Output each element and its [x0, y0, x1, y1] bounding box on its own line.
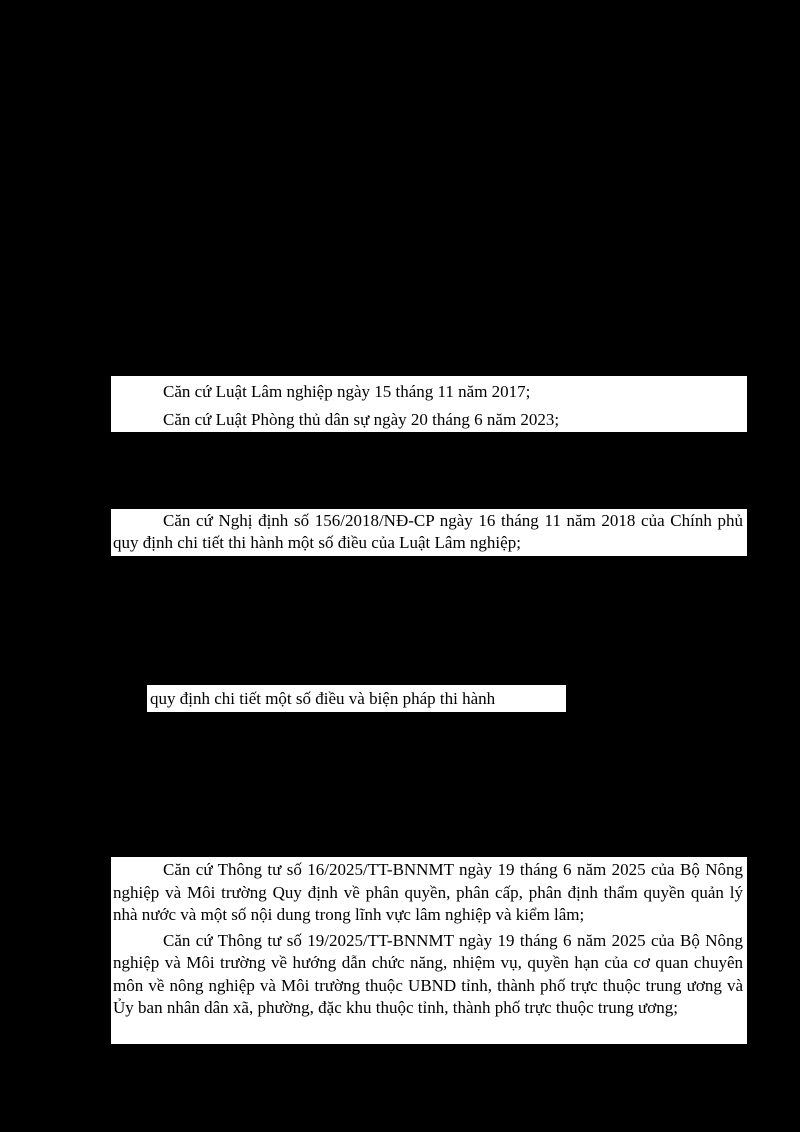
legal-basis-block-decree — [111, 509, 747, 556]
legal-basis-circular-16: Căn cứ Thông tư số 16/2025/TT-BNNMT ngày 19 tháng 6 năm 2025 của Bộ Nông nghiệp và Môi trường Quy định về phân quyền, phân cấp, phân định thẩm quyền quản lý nhà nước và một số nội dung trong lĩnh vực lâm nghiệp và kiểm lâm; — [113, 860, 743, 924]
legal-basis-block-circulars — [111, 857, 747, 1044]
legal-basis-block-fragment — [147, 685, 566, 712]
legal-basis-circular-19: Căn cứ Thông tư số 19/2025/TT-BNNMT ngày 19 tháng 6 năm 2025 của Bộ Nông nghiệp và Môi trường về hướng dẫn chức năng, nhiệm vụ, quyền hạn của cơ quan chuyên môn về nông nghiệp và Môi trường thuộc UBND tỉnh, thành phố trực thuộc trung ương và Ủy ban nhân dân xã, phường, đặc khu thuộc tỉnh, thành phố trực thuộc trung ương; — [113, 930, 743, 1017]
legal-basis-fragment-line: quy định chi tiết một số điều và biện pháp thi hành — [150, 689, 496, 708]
legal-basis-block-laws — [111, 376, 747, 432]
legal-basis-decree-156: Căn cứ Nghị định số 156/2018/NĐ-CP ngày 16 tháng 11 năm 2018 của Chính phủ quy định chi tiết thi hành một số điều của Luật Lâm nghiệp; — [113, 511, 743, 552]
legal-basis-civil-defense-law: Căn cứ Luật Phòng thủ dân sự ngày 20 tháng 6 năm 2023; — [163, 410, 560, 429]
legal-basis-forestry-law: Căn cứ Luật Lâm nghiệp ngày 15 tháng 11 năm 2017; — [163, 382, 531, 401]
